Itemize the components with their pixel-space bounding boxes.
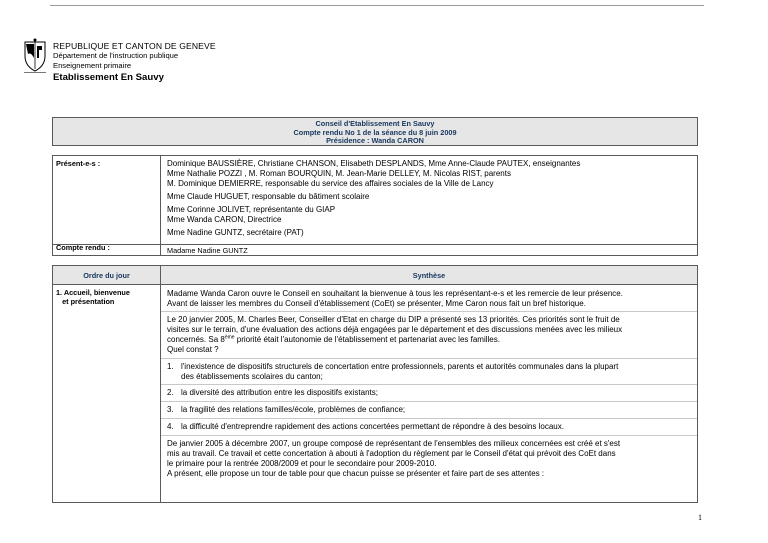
list-number: 1.	[167, 362, 174, 371]
title-report: Compte rendu No 1 de la séance du 8 juin 2009	[293, 127, 457, 137]
agenda-table	[52, 265, 698, 503]
presence-line: M. Dominique DEMIERRE, responsable du service des affaires sociales de la Ville de Lancy	[167, 179, 494, 188]
synthesis-paragraph-2	[167, 315, 693, 355]
synthesis-divider	[161, 384, 697, 385]
presence-label-column	[53, 156, 161, 255]
presence-line: Mme Wanda CARON, Directrice	[167, 215, 282, 224]
agenda-header-synthese: Synthèse	[412, 271, 446, 280]
list-text	[181, 362, 693, 382]
presence-line: Dominique BAUSSIÈRE, Christiane CHANSON, Elisabeth DESPLANDS, Mme Anne-Claude PAUTEX, enseignantes	[167, 159, 581, 168]
header-department: Département de l'instruction publique	[53, 51, 179, 60]
header-establishment: Etablissement En Sauvy	[53, 72, 164, 83]
agenda-item-line: et présentation	[56, 297, 115, 306]
synthesis-line: Avant de laisser les membres du Conseil d'établissement (CoEt) se présenter, Mme Caron nous fait un bref historique.	[167, 299, 586, 308]
presence-line: Mme Claude HUGUET, responsable du bâtiment scolaire	[167, 192, 370, 201]
compte-rendu-value: Madame Nadine GUNTZ	[167, 246, 248, 255]
synthesis-line: A présent, elle propose un tour de table pour que chacun puisse se présenter et faire part de ses attentes :	[167, 469, 545, 478]
synthesis-divider	[161, 358, 697, 359]
synthesis-line: mis au travail. Ce travail et cette concertation à abouti à l'adoption du règlement par le Conseil d'état qui prévoit des CoEt dans	[167, 449, 616, 458]
header-republic: REPUBLIQUE ET CANTON DE GENEVE	[53, 41, 216, 51]
document-header	[53, 41, 216, 84]
synthesis-text: priorité était l'autonomie de l'établissement et partenariat avec les familles.	[234, 335, 500, 344]
list-line: l'inexistence de dispositifs structurels de concertation entre professionnels, parents et autorités communales dans la plupart	[181, 362, 619, 371]
list-text	[181, 405, 693, 415]
title-box	[52, 117, 698, 146]
synthesis-line: Quel constat ?	[167, 345, 219, 354]
synthesis-line: visites sur le terrain, d'une évaluation des actions déjà engagées par le département et des discussions menées avec les milieux	[167, 325, 623, 334]
geneva-coat-of-arms-icon	[22, 38, 48, 74]
list-number: 2.	[167, 388, 174, 397]
synthesis-divider	[161, 418, 697, 419]
synthesis-divider	[161, 435, 697, 436]
list-number: 3.	[167, 405, 174, 414]
synthesis-line: Madame Wanda Caron ouvre le Conseil en souhaitant la bienvenue à tous les représentant-e-s et les remercie de leur présence.	[167, 289, 623, 298]
synthesis-line: Le 20 janvier 2005, M. Charles Beer, Conseiller d'Etat en charge du DIP a présenté ses 13 priorités. Ces priorités sont le fruit de	[167, 315, 620, 324]
presence-table	[52, 155, 698, 256]
agenda-item-line: 1. Accueil, bienvenue	[56, 288, 130, 297]
synthesis-line: De janvier 2005 à décembre 2007, un groupe composé de représentant de l'ensembles des milieux concernées est créé et s'est	[167, 439, 621, 448]
top-rule	[50, 5, 704, 6]
title-presidency: Présidence : Wanda CARON	[326, 136, 424, 145]
presence-label: Présent-e-s :	[56, 159, 101, 168]
presence-line: Mme Corinne JOLIVET, représentante du GIAP	[167, 205, 336, 214]
header-teaching: Enseignement primaire	[53, 61, 132, 70]
presence-list	[167, 159, 580, 238]
list-number: 4.	[167, 422, 174, 431]
page-number: 1	[698, 513, 702, 522]
synthesis-paragraph-3	[167, 439, 693, 479]
presence-divider	[53, 244, 697, 245]
synthesis-divider	[161, 401, 697, 402]
list-text	[181, 422, 693, 432]
list-line: des établissements scolaires du canton;	[181, 372, 323, 381]
synthesis-paragraph-1	[167, 289, 693, 309]
agenda-item-1	[56, 288, 130, 306]
list-line: la difficulté d'entreprendre rapidement des actions concertées permettant de répondre à des besoins locaux.	[181, 422, 564, 431]
synthesis-text: concernés. Sa 8	[167, 335, 225, 344]
title-council: Conseil d'Etablissement En Sauvy	[315, 119, 435, 128]
presence-line: Mme Nadine GUNTZ, secrétaire (PAT)	[167, 228, 304, 237]
agenda-header-ordre: Ordre du jour	[83, 271, 130, 280]
list-line: la fragilité des relations familles/école, problèmes de confiance;	[181, 405, 406, 414]
presence-line: Mme Nathalie POZZI , M. Roman BOURQUIN, M. Jean-Marie DELLEY, M. Nicolas RIST, parents	[167, 169, 511, 178]
compte-rendu-label: Compte rendu :	[56, 243, 110, 252]
superscript: ème	[224, 334, 235, 341]
synthesis-divider	[161, 311, 697, 312]
list-line: la diversité des attribution entre les dispositifs existants;	[181, 388, 378, 397]
synthesis-line: le primaire pour la rentrée 2008/2009 et pour le secondaire pour 2009-2010.	[167, 459, 437, 468]
list-text	[181, 388, 693, 398]
synthesis-line	[167, 335, 693, 345]
